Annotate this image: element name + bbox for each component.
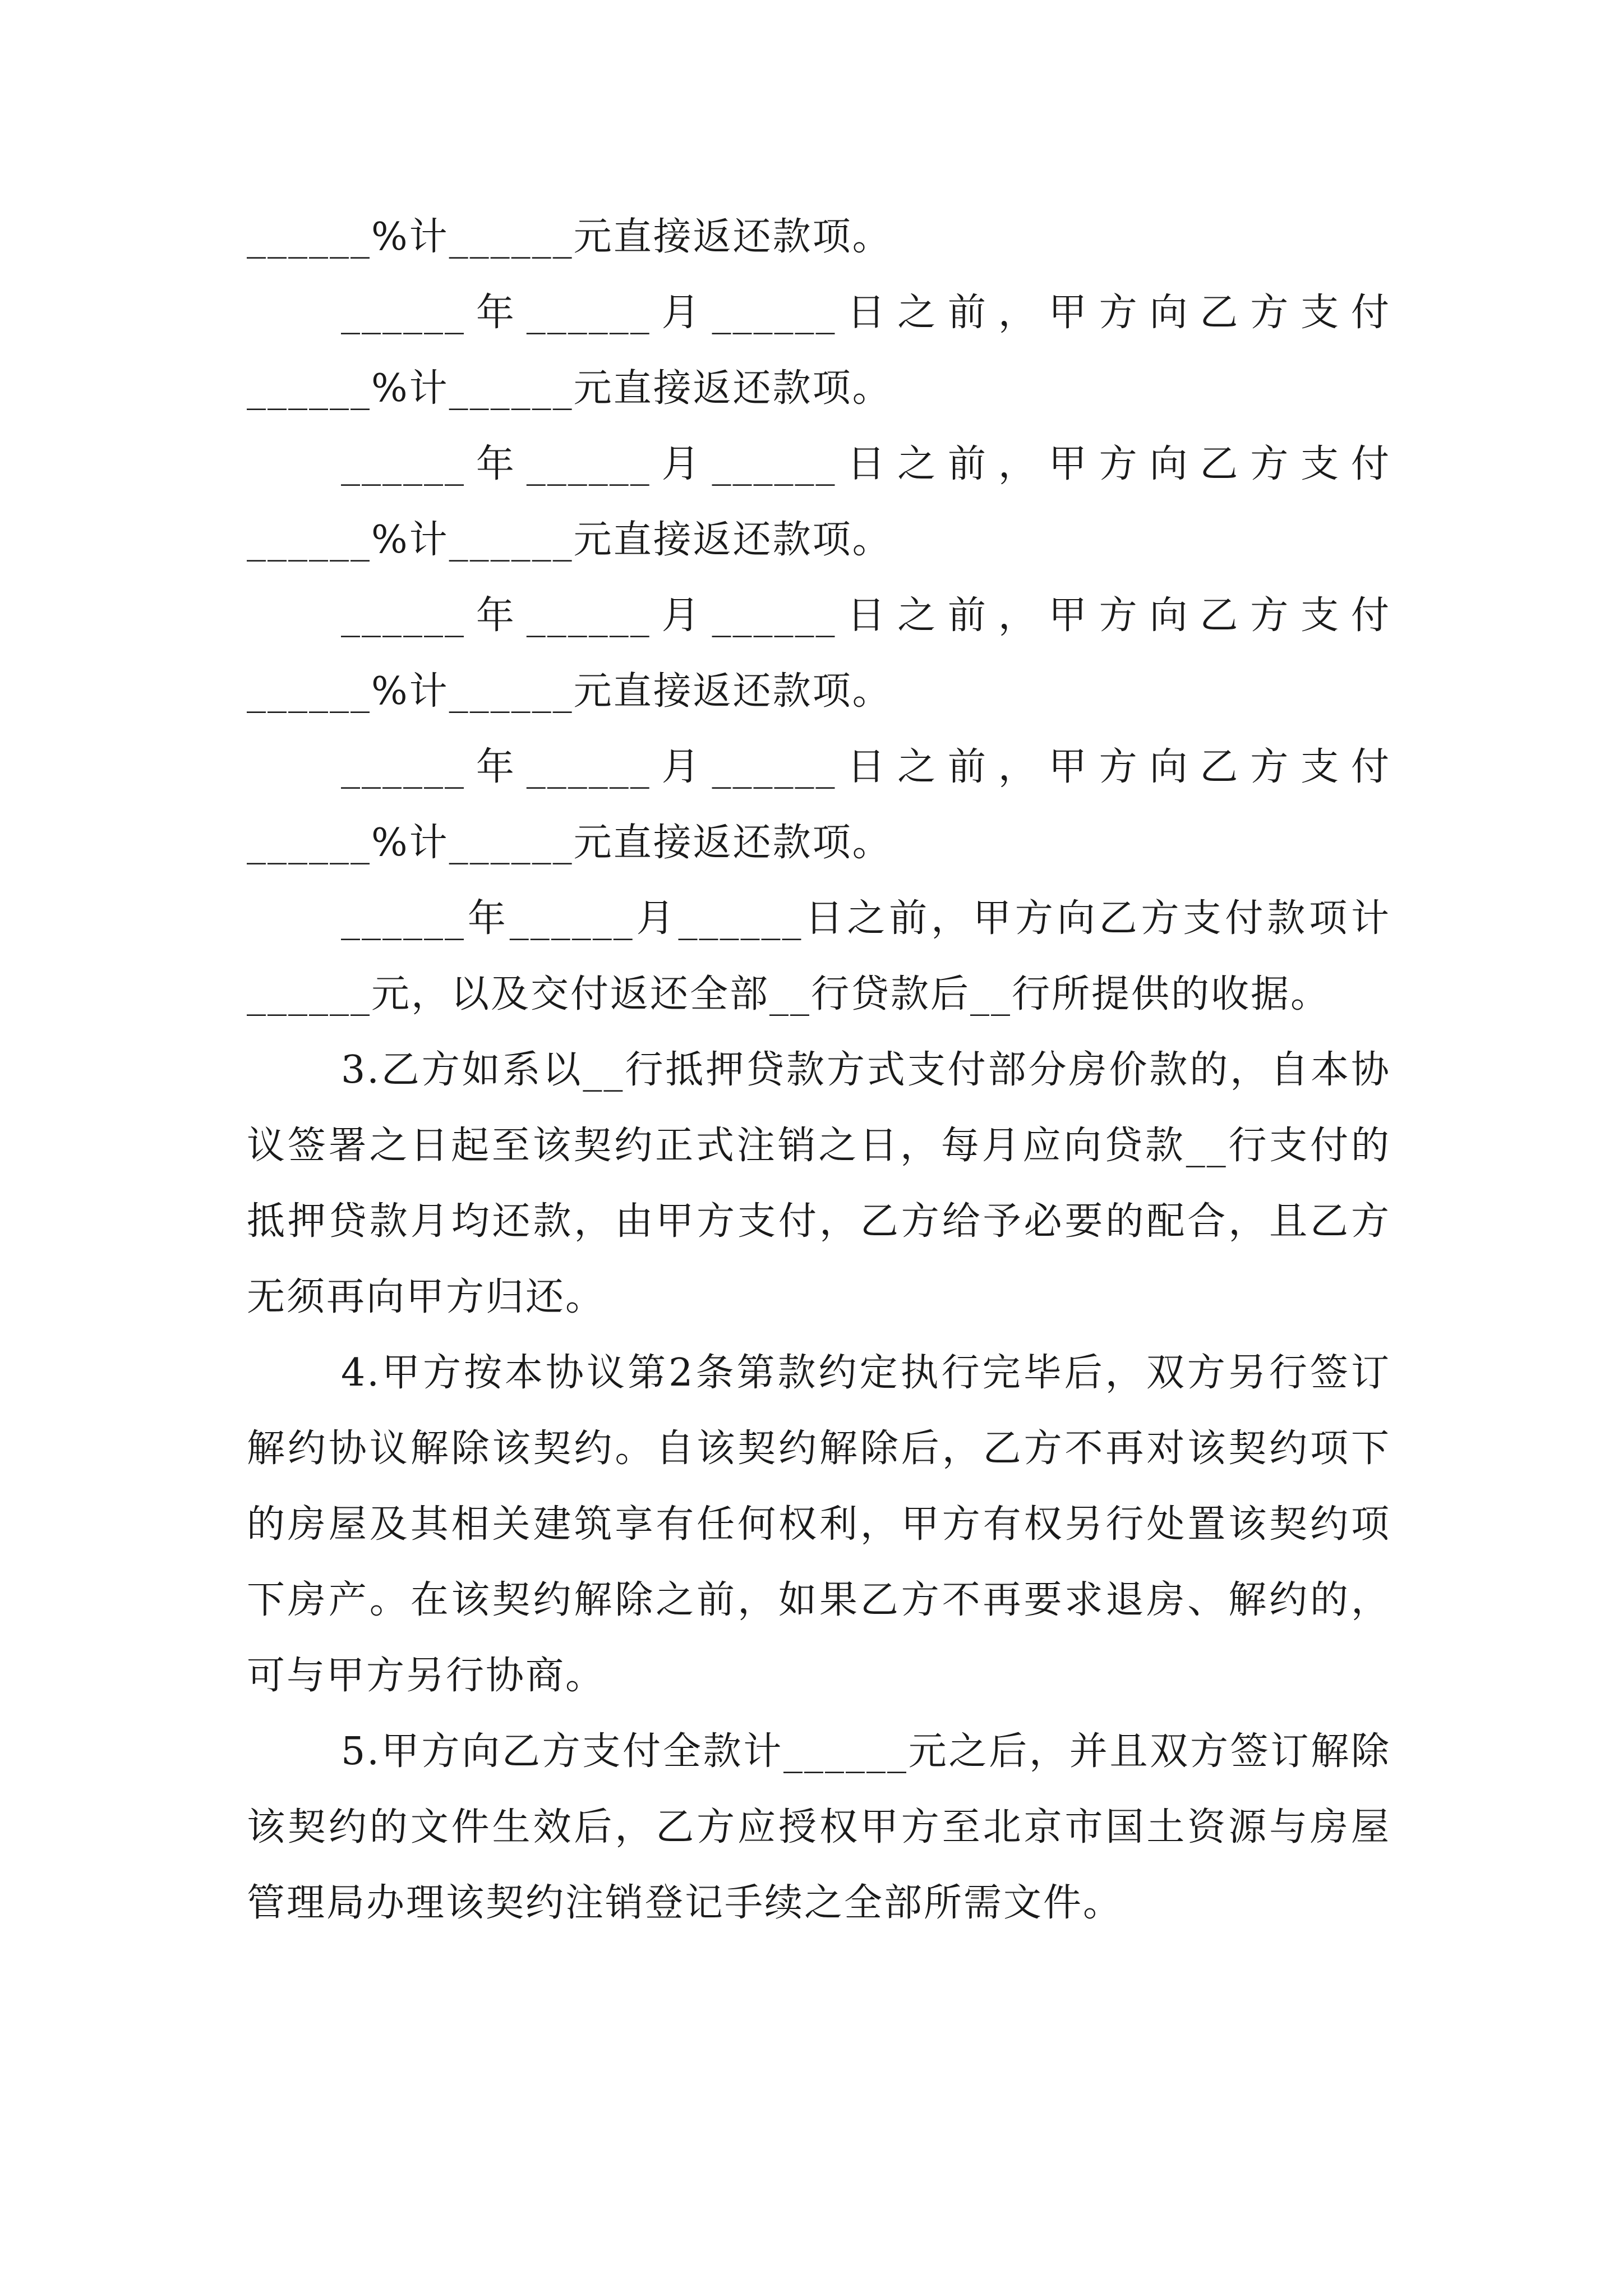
- paragraph-continuation: ______%计______元直接返还款项。: [247, 215, 892, 259]
- paragraph-clause-3: 3.乙方如系以__行抵押贷款方式支付部分房价款的，自本协议签署之日起至该契约正式注销之日，每月应向贷款__行支付的抵押贷款月均还款，由甲方支付，乙方给予必要的配合，且乙方无须再向甲方归还。: [247, 1048, 1391, 1319]
- paragraph-clause-5: 5.甲方向乙方支付全款计______元之后，并且双方签订解除该契约的文件生效后，乙方应授权甲方至北京市国土资源与房屋管理局办理该契约注销登记手续之全部所需文件。: [247, 1729, 1391, 1925]
- paragraph-clause-4: 4.甲方按本协议第2条第款约定执行完毕后，双方另行签订解约协议解除该契约。自该契约解除后，乙方不再对该契约项下的房屋及其相关建筑享有任何权利，甲方有权另行处置该契约项下房产。在该契约解除之前，如果乙方不再要求退房、解约的，可与甲方另行协商。: [247, 1351, 1391, 1698]
- paragraph-payment-final: ______年______月______日之前，甲方向乙方支付款项计______元，以及交付返还全部__行贷款后__行所提供的收据。: [247, 896, 1391, 1016]
- paragraph-payment-2: ______年______月______日之前，甲方向乙方支付______%计______元直接返还款项。: [247, 442, 1391, 562]
- document-body: [247, 199, 1391, 1941]
- paragraph-payment-4: ______年______月______日之前，甲方向乙方支付______%计______元直接返还款项。: [247, 745, 1391, 865]
- paragraph-payment-1: ______年______月______日之前，甲方向乙方支付______%计______元直接返还款项。: [247, 291, 1391, 411]
- paragraph-payment-3: ______年______月______日之前，甲方向乙方支付______%计______元直接返还款项。: [247, 593, 1391, 714]
